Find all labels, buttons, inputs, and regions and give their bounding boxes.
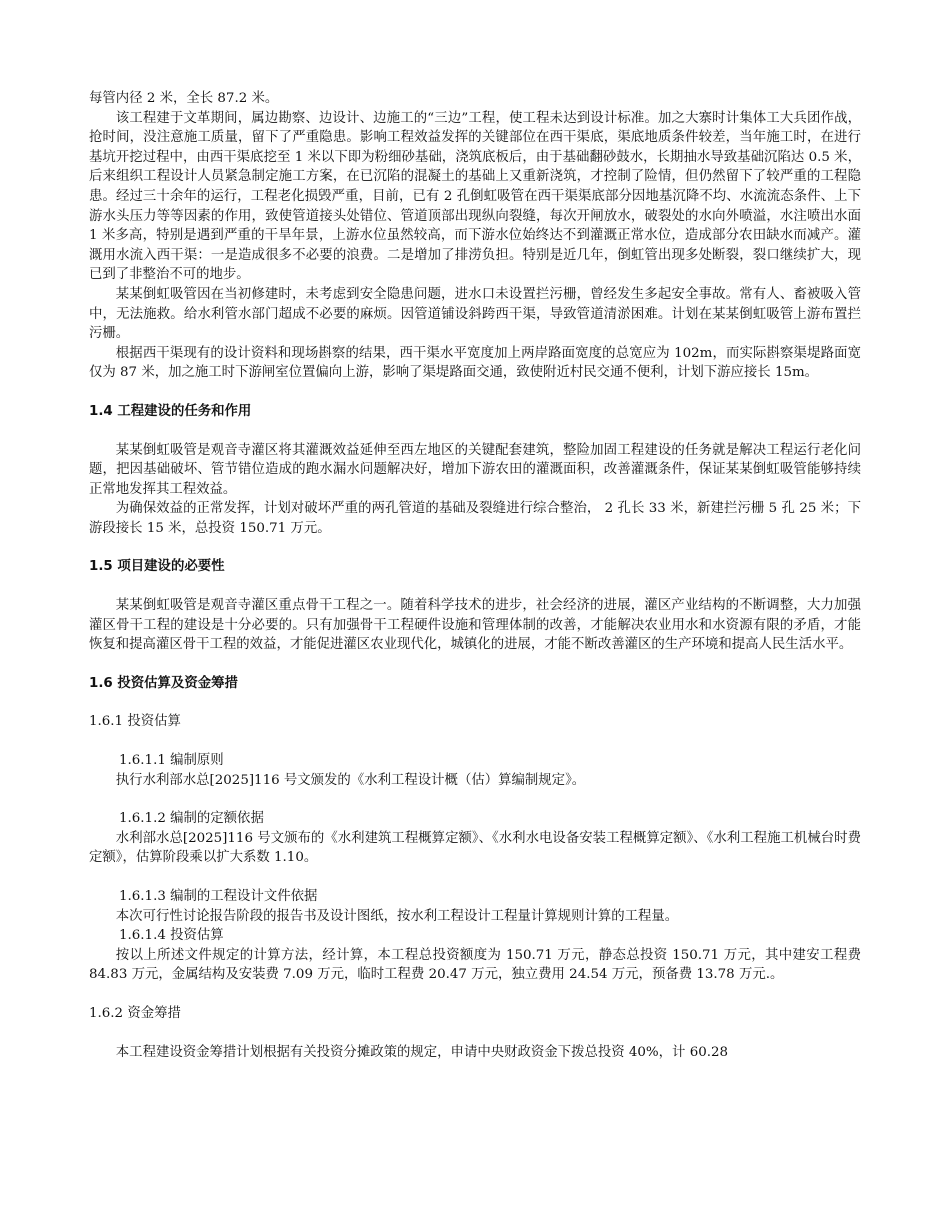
section-heading-1-5: 1.5 项目建设的必要性 <box>89 559 225 575</box>
paragraph: 为确保效益的正常发挥，计划对破坏严重的两孔管道的基础及裂缝进行综合整治， 2 孔长 33 米，新建拦污栅 5 孔 25 米；下游段接长 15 米，总投资 150.71 万元。 <box>89 501 861 536</box>
paragraph: 根据西干渠现有的设计资料和现场斟察的结果，西干渠水平宽度加上两岸路面宽度的总宽应为 102m，而实际斟察渠堤路面宽仅为 87 米，加之施工时下游闸室位置偏向上游，影响了渠堤路面交通，致使附近村民交通不便利，计划下游应接长 15m。 <box>89 345 861 381</box>
paragraph: 本次可行性讨论报告阶段的报告书及设计图纸，按水利工程设计工程量计算规则计算的工程量。 <box>115 908 679 924</box>
subsubsection-heading-1-6-1-4: 1.6.1.4 投资估算 <box>119 928 224 944</box>
paragraph: 本工程建设资金筹措计划根据有关投资分摊政策的规定，申请中央财政资金下拨总投资 40%，计 60.28 <box>115 1044 729 1060</box>
section-heading-1-4: 1.4 工程建设的任务和作用 <box>89 403 252 419</box>
subsubsection-heading-1-6-1-3: 1.6.1.3 编制的工程设计文件依据 <box>119 889 318 904</box>
paragraph: 每管内径 2 米，全长 87.2 米。 <box>89 91 279 106</box>
paragraph: 按以上所述文件规定的计算方法，经计算，本工程总投资额度为 150.71 万元，静态总投资 150.71 万元，其中建安工程费 84.83 万元，金属结构及安装费 7.09 万元，临时工程费 20.47 万元，独立费用 24.54 万元，预备费 13.78 万元.。 <box>89 947 861 983</box>
subsubsection-heading-1-6-1-2: 1.6.1.2 编制的定额依据 <box>119 811 264 827</box>
paragraph: 水利部水总[2025]116 号文颁布的《水利建筑工程概算定额》、《水利水电设备安装工程概算定额》、《水利工程施工机械台时费定额》，估算阶段乘以扩大系数 1.10。 <box>89 830 861 866</box>
subsection-heading-1-6-1: 1.6.1 投资估算 <box>89 714 181 730</box>
paragraph: 该工程建于文革期间，属边勘察、边设计、边施工的“三边”工程，使工程未达到设计标准。加之大寨时计集体工大兵团作战，抢时间，没注意施工质量，留下了严重隐患。影响工程效益发挥的关键部位在西干渠底，渠底地质条件较差，当年施工时，在进行基坑开挖过程中，由西干渠底挖至 1 米以下即为粉细砂基础，浇筑底板后，由于基础翻砂鼓水，长期抽水导致基础沉陷达 0.5 米，后来组织工程设计人员紧急制定施工方案，在已沉陷的混凝土的基础上又重新浇筑，才控制了险情，但仍然留下了较严重的工程隐患。经过三十余年的运行，工程老化损毁严重，目前，已有 2 孔倒虹吸管在西干渠渠底部分因地基沉降不均、水流流态条件、上下游水头压力等等因素的作用，致使管道接头处错位、管道顶部出现纵向裂缝，每次开闸放水，破裂处的水向外喷溢，水注喷出水面 1 米多高，特别是遇到严重的干旱年景，上游水位虽然较高，而下游水位始终达不到灌溉正常水位，造成部分农田缺水而减产。灌溉用水流入西干渠：一是造成很多不必要的浪费。二是增加了排涝负担。特别是近几年，倒虹管出现多处断裂，裂口继续扩大，现已到了非整治不可的地步。 <box>89 110 861 283</box>
section-heading-1-6: 1.6 投资估算及资金筹措 <box>89 675 238 691</box>
paragraph: 某某倒虹吸管因在当初修建时，未考虑到安全隐患问题，进水口未设置拦污栅，曾经发生多起安全事故。常有人、畜被吸入管中，无法施救。给水利管水部门超成不必要的麻烦。因管道铺设斜跨西干渠，导致管道清淤困难。计划在某某倒虹吸管上游布置拦污栅。 <box>89 286 861 342</box>
subsubsection-heading-1-6-1-1: 1.6.1.1 编制原则 <box>119 753 224 769</box>
paragraph: 执行水利部水总[2025]116 号文颁发的《水利工程设计概（估）算编制规定》。 <box>115 772 586 788</box>
paragraph: 某某倒虹吸管是观音寺灌区重点骨干工程之一。随着科学技术的进步，社会经济的进展，灌区产业结构的不断调整，大力加强灌区骨干工程的建设是十分必要的。只有加强骨干工程硬件设施和管理体制的改善，才能解决农业用水和水资源有限的矛盾，才能恢复和提高灌区骨干工程的效益，才能促进灌区农业现代化，城镇化的进展，才能不断改善灌区的生产环境和提高人民生活水平。 <box>89 598 861 653</box>
document-page <box>89 89 861 1062</box>
subsection-heading-1-6-2: 1.6.2 资金筹措 <box>89 1005 181 1021</box>
paragraph: 某某倒虹吸管是观音寺灌区将其灌溉效益延伸至西左地区的关键配套建筑，整险加固工程建设的任务就是解决工程运行老化问题，把因基础破坏、管节错位造成的跑水漏水问题解决好，增加下游农田的灌溉面积，改善灌溉条件，保证某某倒虹吸管能够持续正常地发挥其工程效益。 <box>89 442 861 497</box>
